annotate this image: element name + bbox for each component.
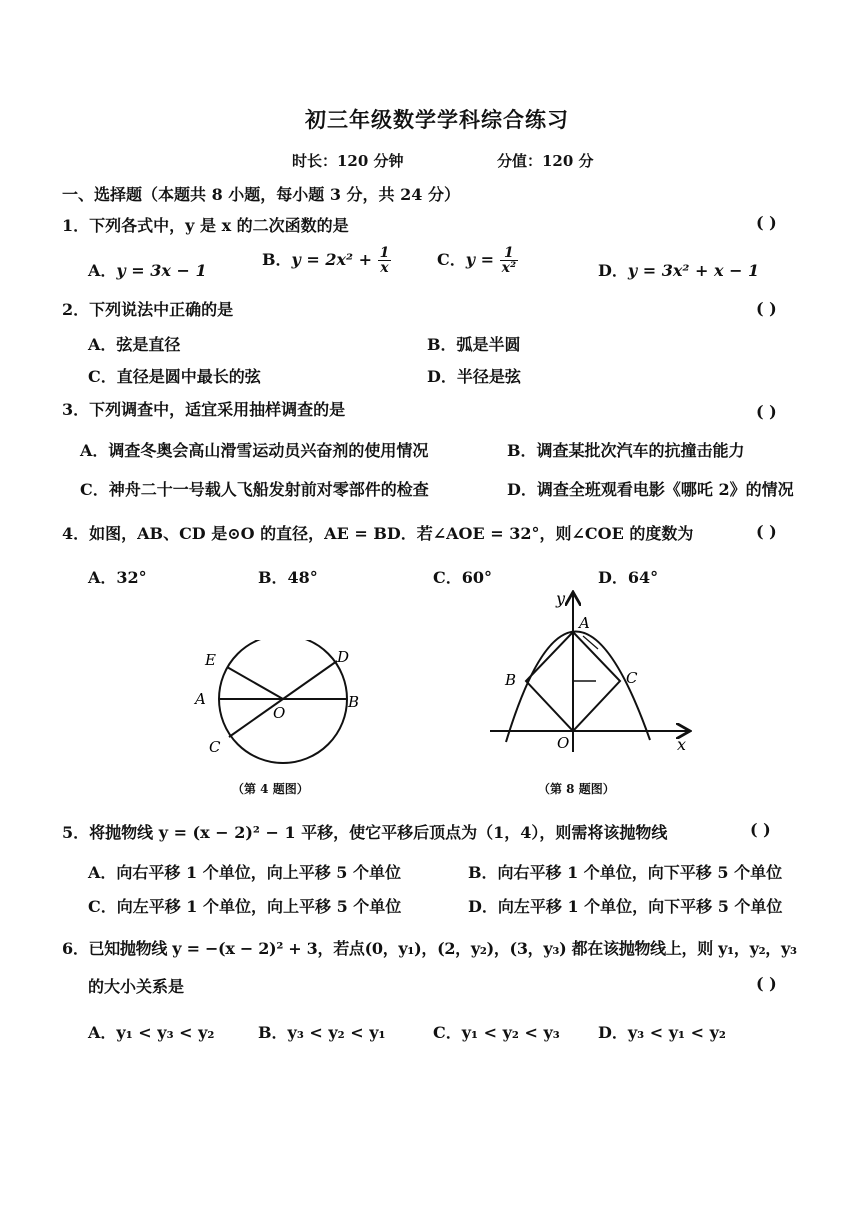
answer-paren-5: ( ) <box>750 820 771 839</box>
label-b: B <box>348 693 360 711</box>
q1-option-c-expr: y = <box>465 250 495 269</box>
q4-option-d: D．64° <box>598 568 659 587</box>
q4-option-a: A．32° <box>88 568 147 587</box>
q5-option-a: A．向右平移 1 个单位，向上平移 5 个单位 <box>88 863 401 882</box>
q1-option-a <box>88 258 207 281</box>
q5-option-d: D．向左平移 1 个单位，向下平移 5 个单位 <box>468 897 783 916</box>
radius-oe <box>227 667 283 699</box>
q4-option-b: B．48° <box>258 568 318 587</box>
q6-option-c: C．y₁ < y₂ < y₃ <box>433 1023 560 1042</box>
figure-4-circle-diagram <box>190 640 370 780</box>
q3-option-a: A．调查冬奥会高山滑雪运动员兴奋剂的使用情况 <box>80 441 429 460</box>
figure-4-caption: （第 4 题图） <box>232 782 309 796</box>
q2-option-c: C．直径是圆中最长的弦 <box>88 367 261 386</box>
q6-option-a: A．y₁ < y₃ < y₂ <box>88 1023 215 1042</box>
q1-option-d <box>598 258 759 281</box>
label-y: y <box>556 589 566 608</box>
answer-paren-2: ( ) <box>756 299 777 318</box>
question-4-stem: 4．如图，AB、CD 是⊙O 的直径，AE = BD．若∠AOE = 32°，则∠COE 的度数为 <box>62 524 694 543</box>
answer-paren-6: ( ) <box>756 974 777 993</box>
q3-option-c: C．神舟二十一号载人飞船发射前对零部件的检查 <box>80 480 429 499</box>
q1-option-b <box>262 246 391 275</box>
q6-option-d: D．y₃ < y₁ < y₂ <box>598 1023 726 1042</box>
q5-option-c: C．向左平移 1 个单位，向上平移 5 个单位 <box>88 897 402 916</box>
question-6-stem: 6．已知抛物线 y = −(x − 2)² + 3，若点(0，y₁)，(2，y₂)，(3，y₃) 都在该抛物线上，则 y₁，y₂，y₃ <box>62 939 797 958</box>
label-origin: O <box>557 734 570 752</box>
figure-8-parabola-diagram <box>485 585 700 760</box>
label-o: O <box>273 704 286 722</box>
q1-option-d-expr: y = 3x² + x − 1 <box>627 261 760 280</box>
score-text: 分值：120 分 <box>497 152 594 170</box>
q2-option-b: B．弧是半圆 <box>427 335 521 354</box>
label-e: E <box>205 651 216 669</box>
angle-mark <box>583 636 598 649</box>
label-x: x <box>677 735 687 754</box>
q2-option-d: D．半径是弦 <box>427 367 521 386</box>
q6-option-b: B．y₃ < y₂ < y₁ <box>258 1023 386 1042</box>
q1-option-b-fraction: $\frac{1}{x}$ <box>379 245 390 276</box>
q3-option-d: D．调查全班观看电影《哪吒 2》的情况 <box>507 480 794 499</box>
label-a-vertex: A <box>579 614 590 632</box>
q2-option-a: A．弦是直径 <box>88 335 181 354</box>
q1-option-a-letter: A． <box>88 261 117 280</box>
q1-option-c-letter: C． <box>437 250 466 269</box>
label-c: C <box>209 738 221 756</box>
answer-paren-1: ( ) <box>756 213 777 232</box>
label-b-point: B <box>505 671 517 689</box>
question-6-stem-continued: 的大小关系是 <box>88 977 185 996</box>
label-d: D <box>337 648 350 666</box>
answer-paren-4: ( ) <box>756 522 777 541</box>
q1-option-a-expr: y = 3x − 1 <box>116 261 207 280</box>
q1-option-c-fraction: $\frac{1}{\text{x²}}$ <box>501 245 517 276</box>
page-title: 初三年级数学学科综合练习 <box>305 107 569 132</box>
q5-option-b: B．向右平移 1 个单位，向下平移 5 个单位 <box>468 863 783 882</box>
question-3-stem: 3．下列调查中，适宜采用抽样调查的是 <box>62 400 346 419</box>
label-c-point: C <box>626 669 638 687</box>
circle-o <box>219 640 350 763</box>
q1-option-b-expr: y = 2x² + <box>291 250 373 269</box>
q1-option-c <box>437 246 518 275</box>
figure-8-caption: （第 8 题图） <box>538 782 615 796</box>
q4-option-c: C．60° <box>433 568 493 587</box>
question-5-stem: 5．将抛物线 y = (x − 2)² − 1 平移，使它平移后顶点为（1，4），则需将该抛物线 <box>62 823 668 842</box>
answer-paren-3: ( ) <box>756 402 777 421</box>
q3-option-b: B．调查某批次汽车的抗撞击能力 <box>507 441 745 460</box>
label-a: A <box>195 690 206 708</box>
question-1-stem: 1．下列各式中，y 是 x 的二次函数的是 <box>62 216 349 235</box>
section-heading: 一、选择题（本题共 8 小题，每小题 3 分，共 24 分） <box>62 185 460 204</box>
q1-option-d-letter: D． <box>598 261 628 280</box>
question-2-stem: 2．下列说法中正确的是 <box>62 300 234 319</box>
q1-option-b-letter: B． <box>262 250 292 269</box>
duration-text: 时长：120 分钟 <box>292 152 404 170</box>
